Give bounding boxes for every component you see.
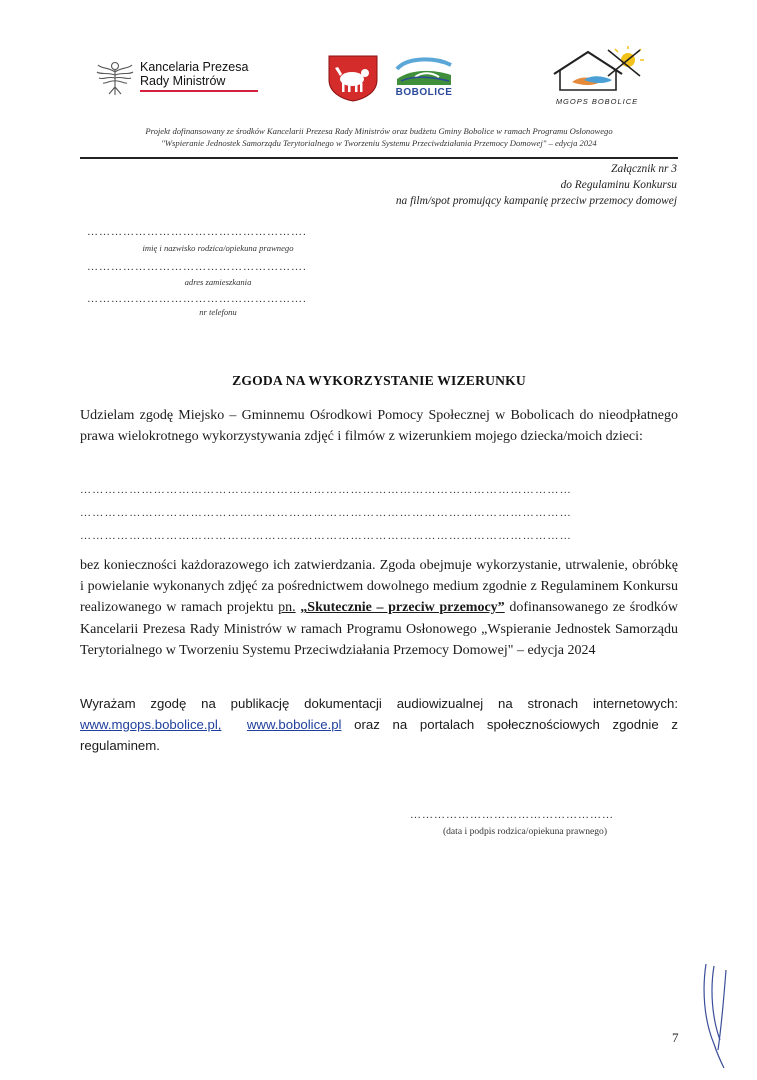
parent-name-label: imię i nazwisko rodzica/opiekuna prawnego	[142, 243, 294, 253]
bobolice-logo	[393, 55, 455, 103]
project-name: „Skutecznie – przeciw przemocy”	[300, 600, 505, 616]
phone-label: nr telefonu	[199, 307, 237, 317]
kprm-red-bar	[140, 90, 258, 92]
house-handshake-icon	[548, 46, 646, 96]
scope-paragraph: bez konieczności każdorazowego ich zatwierdzania. Zgoda obejmuje wykorzystanie, utrwalenie, obróbkę i powielanie wykonanych zdjęć za pośrednictwem dowolnego medium zgodnie z Regulaminem Konkursu realizowanego w ramach projektu pn. „Skutecznie – przeciw przemocy” dofinansowanego ze środków Kancelarii Prezesa Rady Ministrów w ramach Programu Osłonowego „Wspieranie Jednostek Samorządu Terytorialnego w Tworzeniu Systemu Przeciwdziałania Przemocy Domowej" – edycja 2024	[80, 558, 678, 658]
signature-field[interactable]: ……………………………………………	[410, 809, 614, 821]
page-number: 7	[672, 1030, 679, 1045]
parent-name-field[interactable]: ……………………………………………….	[87, 226, 307, 238]
publication-paragraph: Wyrażam zgodę na publikację dokumentacji audiowizualnej na stronach internetowych: www.mgops.bobolice.pl, www.bobolice.pl oraz na portalach społecznościowych zgodnie z regulaminem.	[80, 696, 678, 754]
document-title: ZGODA NA WYKORZYSTANIE WIZERUNKU	[232, 373, 526, 388]
header-divider	[80, 157, 678, 159]
child-name-field-3[interactable]: …………………………………………………………………………………………………………	[80, 530, 572, 542]
bobolice-website-link[interactable]: www.bobolice.pl	[246, 717, 342, 733]
mgops-website-link[interactable]: www.mgops.bobolice.pl,	[80, 717, 222, 733]
funding-note: Projekt dofinansowany ze środków Kancelarii Prezesa Rady Ministrów oraz budżetu Gminy Bobolice w ramach Programu Osłonowego "Wspieranie Jednostek Samorządu Terytorialnego w Tworzeniu Systemu Przeciwdziałania Przemocy Domowej" – edycja 2024	[145, 126, 613, 148]
kprm-name: Kancelaria Prezesa Rady Ministrów	[140, 60, 249, 88]
attachment-info: Załącznik nr 3 do Regulaminu Konkursu na film/spot promujący kampanię przeciw przemocy domowej	[395, 163, 677, 207]
address-field[interactable]: ……………………………………………….	[87, 261, 307, 273]
handwritten-initial-icon	[696, 960, 734, 1070]
mgops-logo	[548, 46, 646, 108]
child-name-field-1[interactable]: …………………………………………………………………………………………………………	[80, 484, 572, 496]
kprm-logo	[94, 57, 260, 99]
bobolice-logo-text: BOBOLICE	[395, 87, 453, 98]
child-name-field-2[interactable]: …………………………………………………………………………………………………………	[80, 507, 572, 519]
coat-of-arms-icon	[327, 54, 379, 102]
mgops-logo-text: MGOPS BOBOLICE	[555, 97, 639, 106]
phone-field[interactable]: ……………………………………………….	[87, 293, 307, 305]
bobolice-landscape-icon	[393, 55, 455, 87]
signature-label: (data i podpis rodzica/opiekuna prawnego)	[442, 826, 608, 837]
address-label: adres zamieszkania	[184, 277, 252, 287]
eagle-emblem-icon	[94, 57, 136, 99]
pn-label: pn.	[278, 600, 296, 616]
consent-paragraph: Udzielam zgodę Miejsko – Gminnemu Ośrodkowi Pomocy Społecznej w Bobolicach do nieodpłatnego prawa wielokrotnego wykorzystywania zdjęć i filmów z wizerunkiem mojego dziecka/moich dzieci:	[80, 408, 678, 445]
